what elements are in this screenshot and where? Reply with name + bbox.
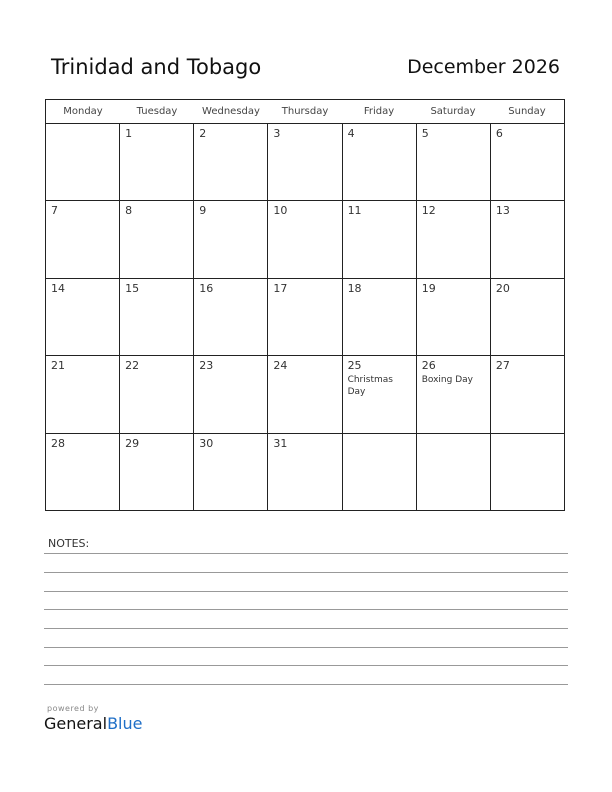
- day-cell: [120, 279, 194, 355]
- day-number: 11: [347, 204, 362, 218]
- notes-line: [44, 591, 568, 592]
- holiday-label: Christmas Day: [347, 375, 393, 398]
- weekday-label: Tuesday: [136, 106, 178, 117]
- day-number: 23: [199, 359, 214, 373]
- day-cell: [268, 201, 342, 277]
- month-title: December 2026: [407, 56, 560, 78]
- holiday-label: Boxing Day: [421, 375, 473, 386]
- day-number: 8: [125, 204, 133, 218]
- day-number: 20: [495, 281, 510, 295]
- day-number: 5: [421, 127, 429, 140]
- day-number: 10: [273, 204, 288, 218]
- day-number: 16: [199, 281, 214, 295]
- day-number: 14: [51, 281, 65, 295]
- country-title: Trinidad and Tobago: [51, 55, 262, 79]
- day-number: 19: [421, 281, 436, 295]
- day-cell: [491, 201, 564, 277]
- brand-general: General: [44, 714, 108, 733]
- brand-blue: Blue: [107, 714, 143, 733]
- day-number: 27: [495, 359, 510, 373]
- weekday-label: Friday: [363, 106, 395, 117]
- day-cell: [417, 356, 491, 432]
- day-number: 7: [51, 204, 58, 218]
- notes-line: [44, 665, 568, 666]
- day-cell: [491, 124, 564, 200]
- day-cell: [268, 356, 342, 432]
- day-number: 3: [273, 127, 281, 140]
- day-number: 18: [347, 281, 362, 295]
- weekday-label: Saturday: [430, 106, 476, 117]
- day-cell: [417, 434, 491, 511]
- weekday-label: Thursday: [281, 106, 329, 117]
- day-cell: [194, 279, 268, 355]
- day-number: 28: [51, 436, 65, 450]
- day-number: 12: [421, 204, 436, 218]
- day-cell: [120, 434, 194, 511]
- day-cell: [194, 434, 268, 511]
- notes-line: [44, 647, 568, 648]
- weekday-header: [46, 100, 564, 124]
- day-number: 1: [125, 127, 133, 140]
- day-cell: [268, 124, 342, 200]
- day-number: 17: [273, 281, 288, 295]
- day-number: 26: [421, 359, 436, 373]
- day-number: 30: [199, 436, 214, 450]
- day-number: 9: [199, 204, 207, 218]
- day-number: 31: [273, 436, 288, 450]
- day-cell: [120, 356, 194, 432]
- notes-line: [44, 684, 568, 685]
- day-cell: [491, 434, 564, 511]
- day-cell: [417, 201, 491, 277]
- day-cell: [491, 279, 564, 355]
- weekday-label: Wednesday: [202, 106, 260, 117]
- day-cell: [194, 201, 268, 277]
- notes-label: NOTES:: [48, 537, 90, 550]
- day-cell: [417, 279, 491, 355]
- day-number: 15: [125, 281, 140, 295]
- day-number: 29: [125, 436, 140, 450]
- day-cell: [46, 356, 120, 432]
- day-cell: [343, 124, 417, 200]
- day-cell: [343, 434, 417, 511]
- day-cell: [46, 124, 120, 200]
- week-row: [46, 124, 564, 201]
- day-cell: [491, 356, 564, 432]
- day-number: 22: [125, 359, 140, 373]
- weekday-label: Sunday: [508, 106, 546, 117]
- weekday-label: Monday: [63, 106, 103, 117]
- brand-logo: [44, 704, 142, 733]
- day-cell: [343, 201, 417, 277]
- notes-line: [44, 572, 568, 573]
- notes-line: [44, 628, 568, 629]
- day-cell: [46, 279, 120, 355]
- week-row: [46, 201, 564, 278]
- day-number: 4: [347, 127, 355, 140]
- day-cell: [46, 201, 120, 277]
- day-cell: [268, 434, 342, 511]
- brand-name: [44, 714, 142, 733]
- day-cell: [194, 124, 268, 200]
- calendar-grid: [45, 99, 565, 511]
- powered-by-text: powered by: [47, 704, 99, 713]
- day-cell: [120, 124, 194, 200]
- week-row: [46, 279, 564, 356]
- week-row: [46, 356, 564, 433]
- day-cell: [268, 279, 342, 355]
- day-number: 21: [51, 359, 65, 373]
- day-cell: [417, 124, 491, 200]
- day-cell: [194, 356, 268, 432]
- day-number: 13: [495, 204, 510, 218]
- notes-line: [44, 609, 568, 610]
- day-number: 24: [273, 359, 288, 373]
- day-cell: [343, 356, 417, 432]
- day-cell: [120, 201, 194, 277]
- day-number: 2: [199, 127, 207, 140]
- day-number: 25: [347, 359, 362, 373]
- week-row: [46, 434, 564, 511]
- notes-line: [44, 553, 568, 554]
- day-cell: [46, 434, 120, 511]
- day-cell: [343, 279, 417, 355]
- day-number: 6: [495, 127, 503, 140]
